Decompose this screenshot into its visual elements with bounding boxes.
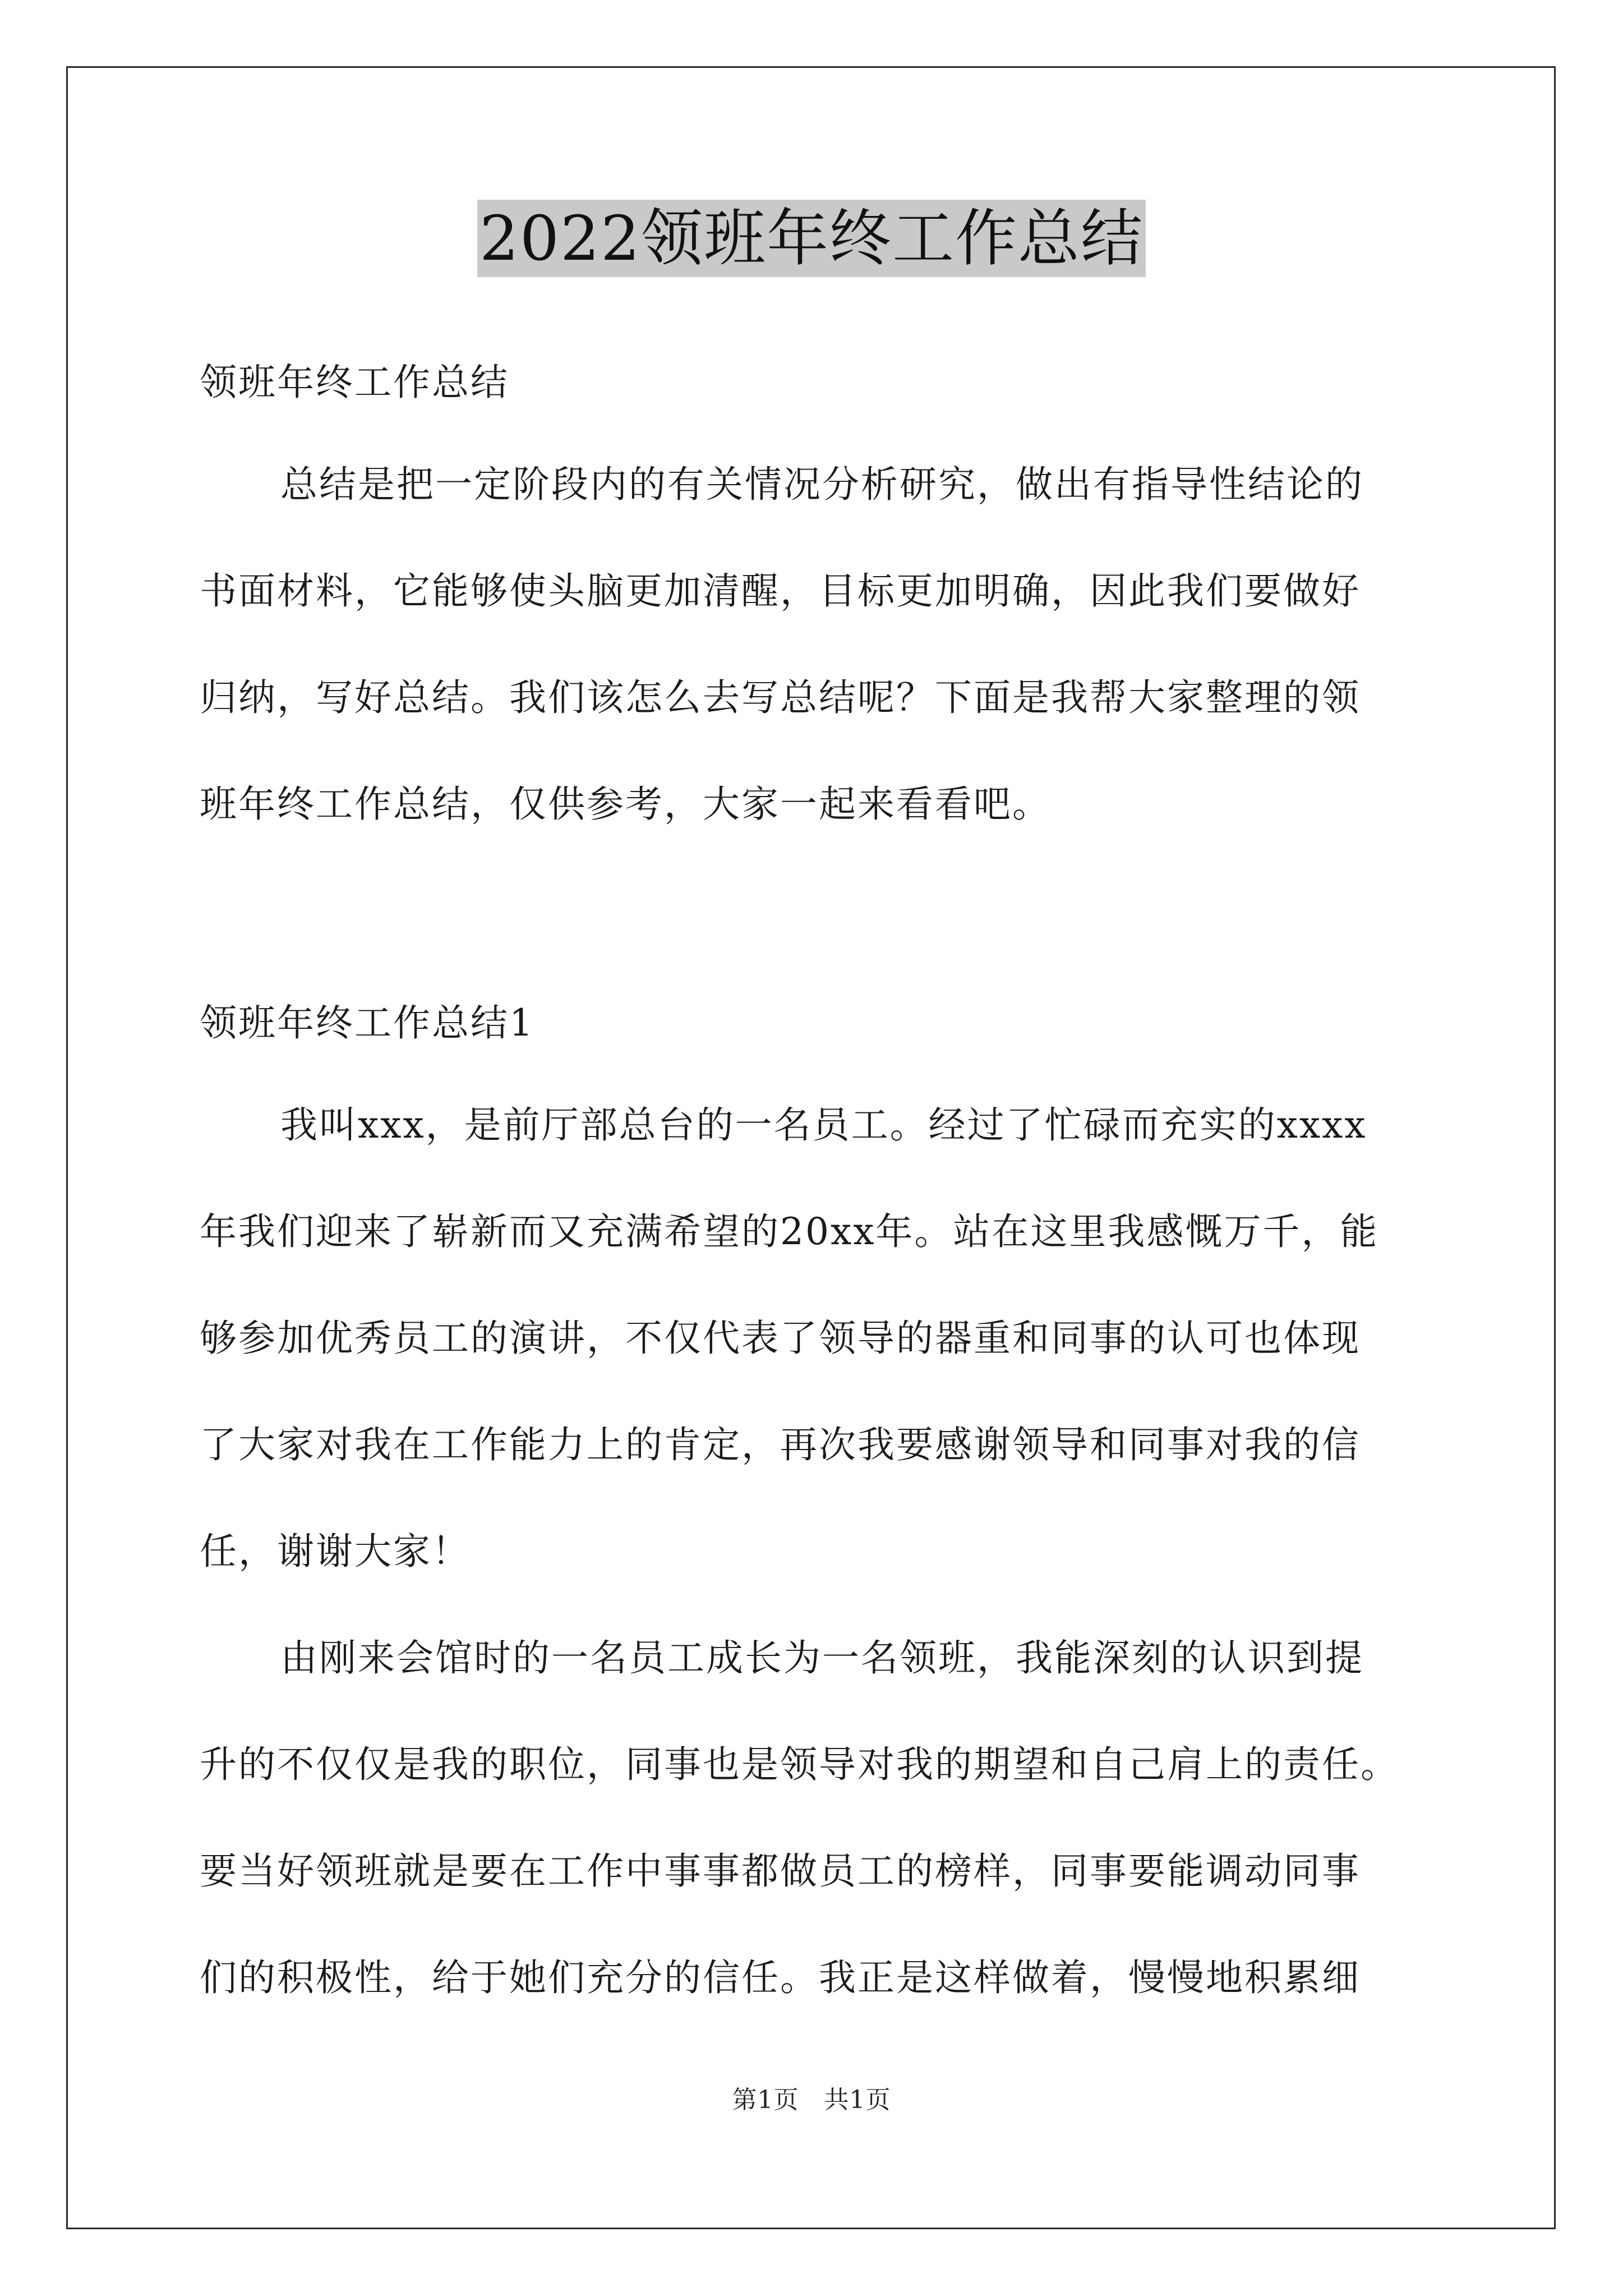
paragraph-line: 年我们迎来了崭新而又充满希望的20xx年。站在这里我感慨万千，能 bbox=[200, 1210, 1379, 1253]
paragraph-line: 班年终工作总结，仅供参考，大家一起来看看吧。 bbox=[200, 783, 1051, 826]
paragraph-line: 任，谢谢大家！ bbox=[200, 1530, 471, 1573]
page-number-footer: 第1页 共1页 bbox=[732, 2086, 891, 2114]
section-heading: 领班年终工作总结1 bbox=[200, 1001, 534, 1045]
section-heading: 领班年终工作总结 bbox=[200, 361, 509, 404]
paragraph-line: 了大家对我在工作能力上的肯定，再次我要感谢领导和同事对我的信 bbox=[200, 1423, 1361, 1466]
paragraph-line: 总结是把一定阶段内的有关情况分析研究，做出有指导性结论的 bbox=[280, 463, 1364, 506]
title-container bbox=[0, 200, 1623, 277]
paragraph-line: 归纳，写好总结。我们该怎么去写总结呢？下面是我帮大家整理的领 bbox=[200, 676, 1361, 719]
paragraph-line: 升的不仅仅是我的职位，同事也是领导对我的期望和自己肩上的责任。 bbox=[200, 1743, 1399, 1786]
document-title: 2022领班年终工作总结 bbox=[477, 200, 1146, 277]
paragraph-line: 书面材料，它能够使头脑更加清醒，目标更加明确，因此我们要做好 bbox=[200, 569, 1361, 613]
paragraph-line: 够参加优秀员工的演讲，不仅代表了领导的器重和同事的认可也体现 bbox=[200, 1317, 1361, 1360]
paragraph-line: 要当好领班就是要在工作中事事都做员工的榜样，同事要能调动同事 bbox=[200, 1849, 1361, 1893]
paragraph-line: 们的积极性，给于她们充分的信任。我正是这样做着，慢慢地积累细 bbox=[200, 1956, 1361, 1999]
paragraph-line: 我叫xxx，是前厅部总台的一名员工。经过了忙碌而充实的xxxx bbox=[280, 1103, 1367, 1147]
paragraph-line: 由刚来会馆时的一名员工成长为一名领班，我能深刻的认识到提 bbox=[280, 1636, 1364, 1680]
